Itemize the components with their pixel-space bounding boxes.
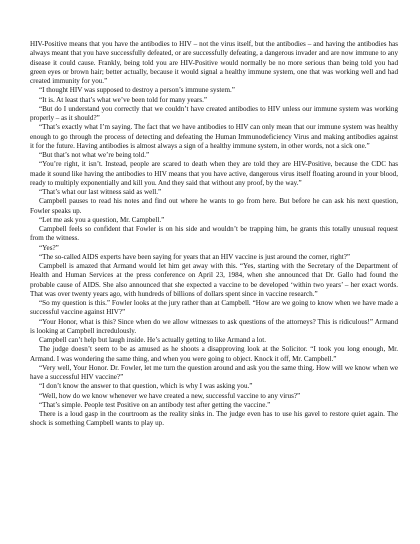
paragraph: Campbell is amazed that Armand would let him get away with this. “Yes, starting with the Secretary of the Department of Health and Human Services at the press conference on April 23, 1984, when she announced that Dr. Gallo had found the probable cause of AIDS. She also announced that she expected a vaccine to be developed ‘within two years’ – her exact words. That was over twenty years ago, with hundreds of billions of dollars spent since in vaccine research.” [30, 262, 398, 298]
paragraph: “But do I understand you correctly that we couldn’t have created antibodies to HIV unless our immune system was working properly – as it should?” [30, 104, 398, 122]
paragraph: “I don’t know the answer to that question, which is why I was asking you.” [39, 382, 253, 391]
paragraph: “So my question is this.” Fowler looks at the jury rather than at Campbell. “How are we going to know when we have made a successful vaccine against HIV?” [30, 299, 398, 317]
paragraph: “That’s simple. People test Positive on an antibody test after getting the vaccine.” [39, 400, 271, 409]
paragraph: “You’re right, it isn’t. Instead, people are scared to death when they are told they are HIV-Positive, because the CDC has made it sound like having the antibodies to HIV means that you have active, dangerous virus itself floating around in your blood, ready to multiply exponentially and kill you. And they said that without any proof, by the way.” [30, 160, 398, 187]
paragraph: “That’s exactly what I’m saying. The fact that we have antibodies to HIV can only mean that our immune system was healthy enough to go through the process of detecting and defeating the Human Immunodeficiency Virus and making antibodies against it for the future. Having antibodies is almost always a sign of a healthy immune system, in other words, not a sick one.” [30, 123, 398, 150]
paragraph: “Let me ask you a question, Mr. Campbell.” [39, 215, 165, 224]
paragraph: “The so-called AIDS experts have been saying for years that an HIV vaccine is just around the corner, right?” [39, 252, 351, 261]
paragraph: “It is. At least that’s what we’ve been told for many years.” [39, 95, 208, 104]
paragraph: Campbell can’t help but laugh inside. He’s actually getting to like Armand a lot. [39, 336, 267, 344]
paragraph: There is a loud gasp in the courtroom as the reality sinks in. The judge even has to use his gavel to restore quiet again. The shock is something Campbell wants to play up. [30, 410, 398, 428]
paragraph: “Very well, Your Honor. Dr. Fowler, let me turn the question around and ask you the same thing. How will we know when we have a successful HIV vaccine?” [30, 363, 398, 381]
paragraph: “But that’s not what we’re being told.” [39, 151, 150, 159]
paragraph: “Your Honor, what is this? Since when do we allow witnesses to ask questions of the attorneys? This is ridiculous!” Armand is looking at Campbell incredulously. [30, 317, 398, 335]
paragraph: “I thought HIV was supposed to destroy a person’s immune system.” [39, 86, 235, 95]
paragraph: Campbell pauses to read his notes and find out where he wants to go from here. But before he can ask his next question, Fowler speaks up. [30, 197, 398, 215]
document-page [30, 40, 398, 429]
paragraph: “Yes?” [39, 243, 59, 252]
paragraph: Campbell feels so confident that Fowler is on his side and wouldn’t be trapping him, he grants this totally unusual request from the witness. [30, 225, 398, 243]
paragraph: The judge doesn’t seem to be as amused as he shoots a disapproving look at the Solicitor. “I took you long enough, Mr. Armand. I was wondering the same thing, and when you were going to object. Knock it off, Mr. Campbell.” [30, 345, 398, 363]
paragraph: HIV-Positive means that you have the antibodies to HIV – not the virus itself, but the antibodies – and having the antibodies has always meant that you have successfully defeated, or are successfully defeating, a dangerous invader and are now immune to any disease it could cause. Frankly, being told you are HIV-Positive would normally be no more serious than being told you had green eyes or brown hair; better actually, because it would signal a healthy immune system, one that was working well and had created immunity for you.” [30, 40, 398, 85]
paragraph: “That’s what our last witness said as well.” [39, 188, 162, 196]
paragraph: “Well, how do we know whenever we have created a new, successful vaccine to any virus?” [39, 391, 301, 400]
